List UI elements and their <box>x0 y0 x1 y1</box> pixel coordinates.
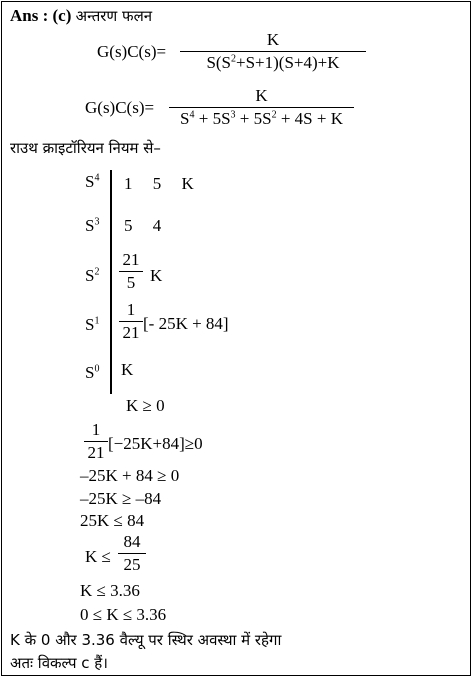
routh-power-s0: $S^0$ <box>85 363 100 382</box>
eq1-fraction <box>180 30 366 73</box>
conclusion-line-1: K के 0 और 3.36 वैल्यू पर स्थिर अवस्था में रहेगा <box>10 631 282 649</box>
eq1-fraction-bar <box>180 51 366 52</box>
inequality-fraction: 1 21 <box>84 420 108 463</box>
eq2-fraction <box>169 86 354 129</box>
routh-s2-rest: K <box>150 266 163 285</box>
routh-row-s3: 5 4 <box>124 216 162 235</box>
routh-s2-fraction: 21 5 <box>119 250 143 293</box>
routh-power-s1: $S^1$ <box>85 315 100 334</box>
conclusion-line-2: अतः विकल्प c हैं। <box>10 654 108 672</box>
routh-divider <box>110 170 112 394</box>
derivation-line-5: 0 ≤ K ≤ 3.36 <box>80 605 167 624</box>
answer-header <box>10 6 152 26</box>
k-le-lhs: K ≤ <box>85 547 111 566</box>
routh-title: राउथ क्राइटॉरियन नियम से– <box>10 139 161 157</box>
routh-power-s3: $S^3$ <box>85 216 100 235</box>
routh-s1-rest: [- 25K + 84] <box>143 314 229 333</box>
eq2-denominator: $S^4 + 5S^3 + 5S^2 + 4S + K$ <box>180 109 343 128</box>
routh-row-s4: 1 5 K <box>124 174 194 193</box>
answer-label: Ans : (c) <box>10 6 72 25</box>
eq1-denominator: $S(S^2+S+1)(S+4)+K$ <box>206 53 340 72</box>
k-le-fraction: 84 25 <box>118 532 146 575</box>
answer-page <box>1 1 471 676</box>
derivation-line-4: K ≤ 3.36 <box>80 581 140 600</box>
eq1-lhs: G(s)C(s)= <box>97 42 167 61</box>
eq1-numerator: K <box>266 30 280 49</box>
derivation-line-2: –25K ≥ –84 <box>80 489 162 508</box>
routh-s1-fraction: 1 21 <box>119 300 143 343</box>
derivation-line-1: –25K + 84 ≥ 0 <box>80 466 180 485</box>
routh-row-s0: K <box>121 360 134 379</box>
routh-power-s2: $S^2$ <box>85 266 100 285</box>
eq2-lhs: G(s)C(s)= <box>85 98 155 117</box>
condition-k-ge-zero: K ≥ 0 <box>126 396 165 415</box>
eq2-fraction-bar <box>169 107 354 108</box>
derivation-line-3: 25K ≤ 84 <box>80 511 145 530</box>
eq2-numerator: K <box>255 86 268 105</box>
routh-power-s4: $S^4$ <box>85 172 100 191</box>
inequality-rest: [−25K+84]≥0 <box>108 434 203 453</box>
topic-label: अन्तरण फलन <box>75 7 153 25</box>
